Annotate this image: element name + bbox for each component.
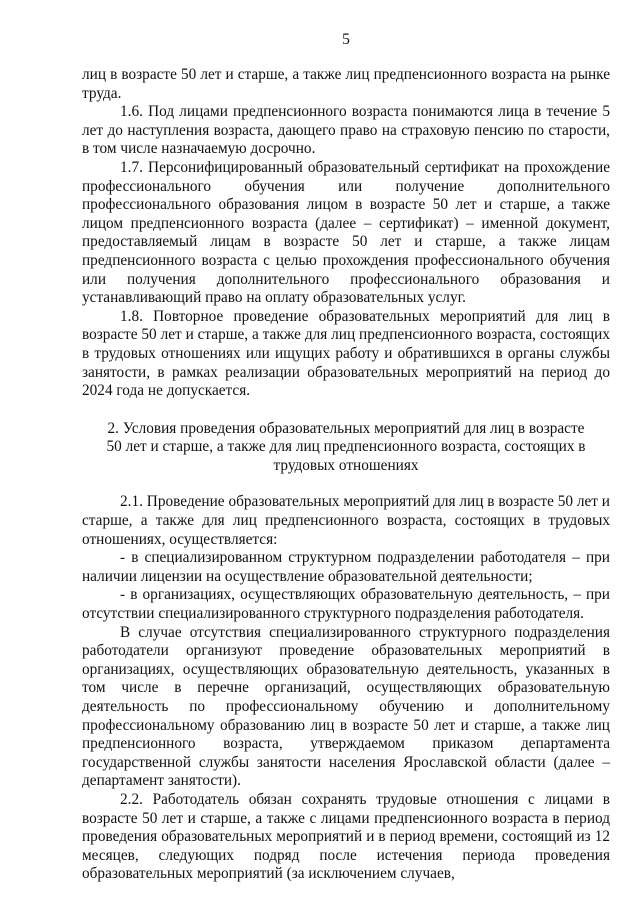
paragraph-2-2: 2.2. Работодатель обязан сохранять трудовые отношения с лицами в возрасте 50 лет и старше, а также с лицами предпенсионного возраста в период проведения образовательных мероприятий и в период времени, состоящий из 12 месяцев, следующих подряд после истечения периода проведения образовательных мероприятий (за исключением случаев, [82, 790, 610, 883]
page-number: 5 [342, 31, 350, 48]
paragraph-1-7: 1.7. Персонифицированный образовательный сертификат на прохождение профессионального обучения или получение дополнительного профессионального образования лицом в возрасте 50 лет и старше, а также лицом предпенсионного возраста (далее – сертификат) – именной документ, предоставляемый лицам в возрасте 50 лет и старше, а также лицам предпенсионного возраста с целью прохождения профессионального обучения или получения дополнительного профессионального образования и устанавливающий право на оплату образовательных услуг. [82, 158, 610, 307]
paragraph-2-1: 2.1. Проведение образовательных мероприятий для лиц в возрасте 50 лет и старше, а также для лиц предпенсионного возраста, состоящих в трудовых отношениях, осуществляется: [82, 493, 610, 548]
document-page [82, 30, 610, 884]
list-item: - в организациях, осуществляющих образовательную деятельность, – при отсутствии специализированного структурного подразделения работодателя. [82, 586, 610, 623]
paragraphs-after [82, 493, 610, 883]
paragraph: лиц в возрасте 50 лет и старше, а также лиц предпенсионного возраста на рынке труда. [82, 66, 610, 102]
paragraph: В случае отсутствия специализированного структурного подразделения работодатели организуют проведение образовательных мероприятий в организациях, осуществляющих образовательную деятельность, указанных в том числе в перечне организаций, осуществляющих образовательную деятельность по профессиональному обучению и дополнительному профессиональному образованию лиц в возрасте 50 лет и старше, а также лиц предпенсионного возраста, утверждаемом приказом департамента государственной службы занятости населения Ярославской области (далее – департамент занятости). [82, 623, 610, 790]
paragraph-1-8: 1.8. Повторное проведение образовательных мероприятий для лиц в возрасте 50 лет и старше, а также для лиц предпенсионного возраста, состоящих в трудовых отношениях или ищущих работу и обратившихся в органы службы занятости, в рамках реализации образовательных мероприятий на период до 2024 года не допускается. [82, 307, 610, 400]
paragraphs-before [82, 66, 610, 401]
list-item: - в специализированном структурном подразделении работодателя – при наличии лицензии на осуществление образовательной деятельности; [82, 549, 610, 585]
paragraph-1-6: 1.6. Под лицами предпенсионного возраста понимаются лица в течение 5 лет до наступления возраста, дающего право на страховую пенсию по старости, в том числе назначаемую досрочно. [82, 103, 610, 158]
section-title: 2. Условия проведения образовательных мероприятий для лиц в возрасте 50 лет и старше, а также для лиц предпенсионного возраста, состоящих в трудовых отношениях [106, 419, 586, 474]
